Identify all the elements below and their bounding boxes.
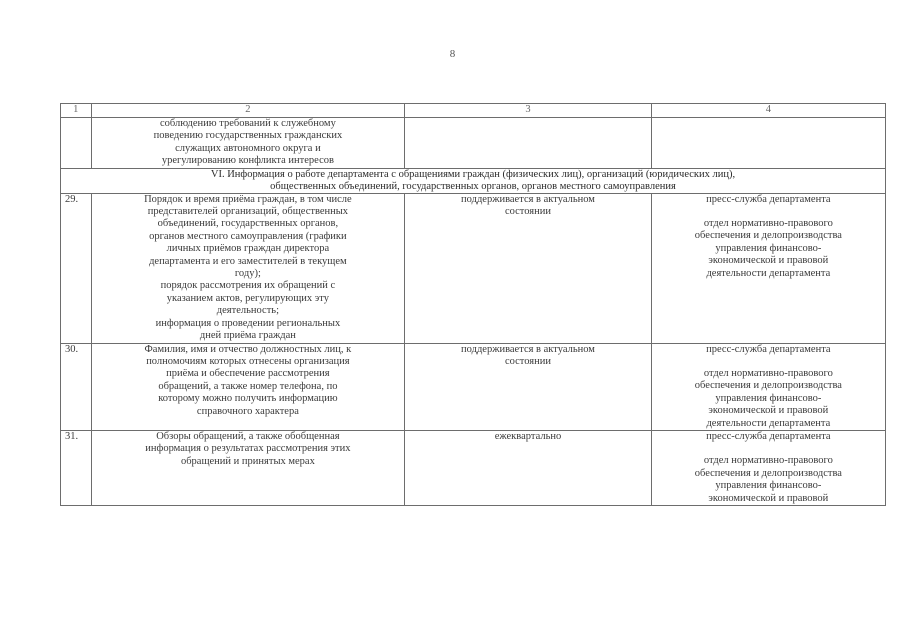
text-line: деятельности департамента [706, 267, 831, 279]
text-line: пресс-служба департамента [706, 430, 831, 442]
text-line: поведению государственных гражданских [153, 130, 343, 142]
section-heading-line: общественных объединений, государственных органов, органов местного самоуправления [270, 180, 676, 192]
row-responsible [651, 430, 885, 505]
text-line: управления финансово- [715, 392, 822, 404]
text-line: экономической и правовой [708, 255, 829, 267]
column-number-1: 1 [61, 104, 92, 118]
text-line: поддерживается в актуальном [461, 193, 595, 205]
text-line: приёма и обеспечение рассмотрения [166, 368, 330, 380]
page-number: 8 [449, 48, 456, 60]
text-line: указанием актов, регулирующих эту [166, 292, 329, 304]
text-line: личных приёмов граждан директора [166, 243, 330, 255]
row-period [405, 193, 651, 343]
text-line: объединений, государственных органов, [157, 218, 339, 230]
continued-row-text [91, 118, 405, 169]
text-line: обращений и принятых мерах [180, 455, 315, 467]
section-heading-row [61, 168, 886, 193]
continued-row-period [405, 118, 651, 169]
text-line: Фамилия, имя и отчество должностных лиц, к [144, 343, 352, 355]
text-line: экономической и правовой [708, 405, 829, 417]
row-responsible [651, 343, 885, 430]
text-line: обращений, а также номер телефона, по [158, 380, 338, 392]
text-line: управления финансово- [715, 242, 822, 254]
text-line: ежеквартально [494, 430, 562, 442]
text-line: отдел нормативно-правового [703, 367, 833, 379]
text-line: отдел нормативно-правового [703, 218, 833, 230]
text-line: обеспечения и делопроизводства [694, 467, 842, 479]
column-number-2: 2 [91, 104, 405, 118]
text-line: обеспечения и делопроизводства [694, 230, 842, 242]
text-line: департамента и его заместителей в текущем [149, 255, 347, 267]
row-number: 29. [61, 193, 92, 343]
row-responsible [651, 193, 885, 343]
row-number: 30. [61, 343, 92, 430]
text-line: информация о проведении региональных [155, 317, 341, 329]
row-period [405, 343, 651, 430]
text-line: деятельность; [216, 305, 279, 317]
text-line: соблюдению требований к служебному [159, 118, 336, 129]
text-line: органов местного самоуправления (графики [149, 230, 347, 242]
column-number-4: 4 [651, 104, 885, 118]
text-line: представителей организаций, общественных [147, 206, 349, 218]
table-row [61, 343, 886, 430]
text-line: деятельности департамента [706, 417, 831, 429]
text-line: полномочиям которых отнесены организация [146, 355, 350, 367]
table-row [61, 193, 886, 343]
continued-row-number [61, 118, 92, 169]
row-number: 31. [61, 430, 92, 505]
text-line: поддерживается в актуальном [461, 343, 595, 355]
text-line: Обзоры обращений, а также обобщенная [156, 430, 340, 442]
text-line: отдел нормативно-правового [703, 455, 833, 467]
text-line: состоянии [504, 355, 551, 367]
text-line: дней приёма граждан [199, 330, 296, 342]
spacer [654, 443, 883, 455]
section-heading [61, 168, 886, 193]
text-line: году); [234, 268, 261, 280]
continued-row [61, 118, 886, 169]
row-description [91, 430, 405, 505]
spacer [654, 356, 883, 368]
text-line: пресс-служба департамента [706, 193, 831, 205]
row-period [405, 430, 651, 505]
text-line: порядок рассмотрения их обращений с [160, 280, 336, 292]
information-table [60, 103, 886, 506]
text-line: справочного характера [196, 405, 299, 417]
continued-row-responsible [651, 118, 885, 169]
text-line: информация о результатах рассмотрения этих [145, 443, 351, 455]
text-line: обеспечения и делопроизводства [694, 380, 842, 392]
text-line: управления финансово- [715, 480, 822, 492]
text-line: экономической и правовой [708, 492, 829, 504]
column-number-3: 3 [405, 104, 651, 118]
section-heading-line: VI. Информация о работе департамента с обращениями граждан (физических лиц), организаций (юридических лиц), [210, 168, 736, 180]
text-line: пресс-служба департамента [706, 343, 831, 355]
spacer [654, 206, 883, 218]
column-number-row [61, 104, 886, 118]
text-line: служащих автономного округа и [175, 142, 321, 154]
text-line: состоянии [504, 206, 551, 218]
text-line: Порядок и время приёма граждан, в том числе [144, 193, 352, 205]
text-line: которому можно получить информацию [158, 393, 338, 405]
text-line: урегулированию конфликта интересов [161, 155, 334, 167]
row-description [91, 193, 405, 343]
table-row [61, 430, 886, 505]
row-description [91, 343, 405, 430]
